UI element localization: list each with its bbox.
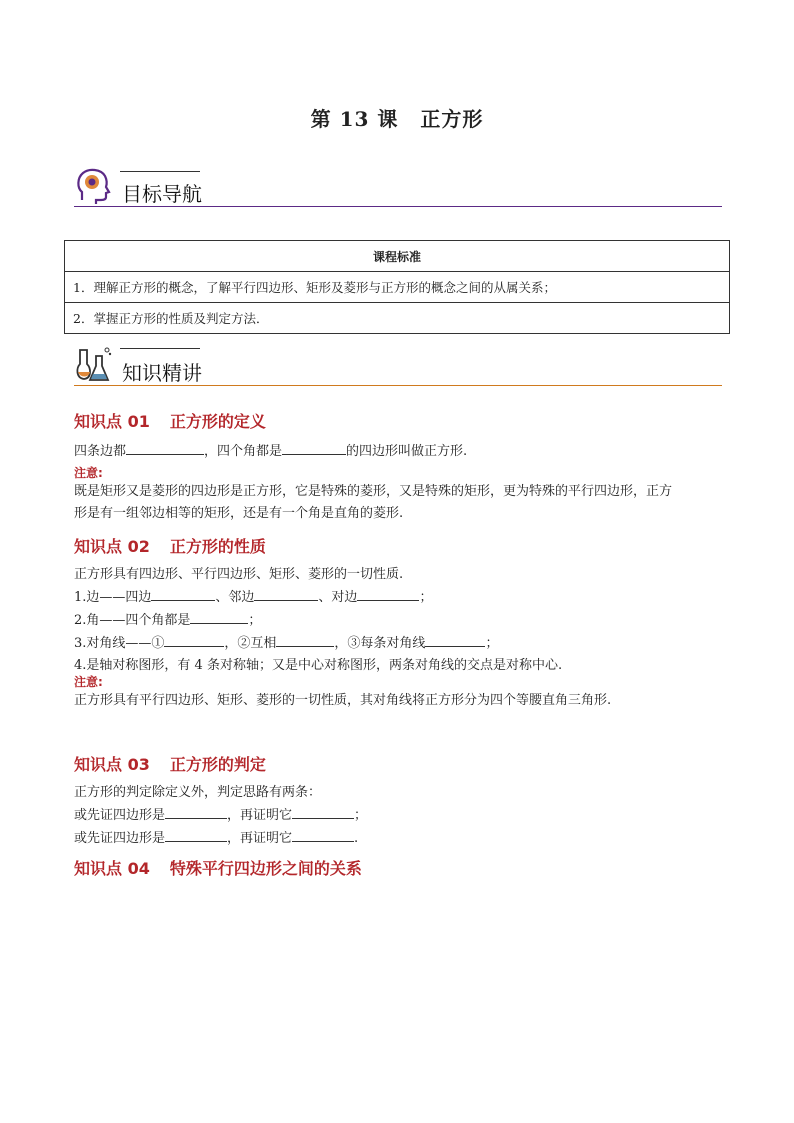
- section-knowledge-header: [74, 344, 724, 388]
- kp1-note: [74, 481, 734, 525]
- blank: [126, 440, 204, 455]
- blank: [151, 586, 215, 601]
- brain-head-icon: [74, 166, 114, 206]
- kp3-title: [74, 752, 266, 775]
- kp4-name: 特殊平行四边形之间的关系: [169, 859, 362, 878]
- kp2-note-label: 注意:: [74, 675, 103, 689]
- kp4-number: 知识点 04: [74, 859, 150, 878]
- kp2-l1-a: 1.边——四边: [74, 590, 152, 605]
- blank: [292, 804, 354, 819]
- kp2-line2: [74, 609, 734, 632]
- kp2-name: 正方形的性质: [169, 537, 266, 556]
- kp3-body: [74, 782, 734, 850]
- kp2-body: [74, 564, 734, 677]
- kp2-l1-b: 、邻边: [215, 590, 255, 605]
- kp3-line2: [74, 827, 734, 850]
- kp2-l3-c: ，③每条对角线: [334, 636, 426, 651]
- kp1-note-label: 注意:: [74, 466, 103, 480]
- blank: [190, 609, 248, 624]
- goal-bottom-rule: [74, 206, 722, 207]
- standards-header: 课程标准: [65, 241, 730, 272]
- kp3-l1-c: ；: [354, 808, 368, 823]
- kp1-text-c: 的四边形叫做正方形.: [346, 444, 468, 459]
- standards-row-2: 2．掌握正方形的性质及判定方法．: [65, 303, 730, 334]
- knowledge-bottom-rule: [74, 385, 722, 386]
- standards-row-1: 1．理解正方形的概念，了解平行四边形、矩形及菱形与正方形的概念之间的从属关系；: [65, 272, 730, 303]
- standards-table: [64, 240, 730, 334]
- kp2-intro: 正方形具有四边形、平行四边形、矩形、菱形的一切性质.: [74, 567, 404, 582]
- kp3-l2-b: ，再证明它: [227, 831, 293, 846]
- kp3-l2-a: 或先证四边形是: [74, 831, 166, 846]
- blank: [276, 632, 334, 647]
- kp3-name: 正方形的判定: [169, 755, 266, 774]
- page-title: [0, 103, 794, 132]
- kp1-title: [74, 409, 266, 432]
- lesson-number: 第 13 课: [310, 107, 399, 131]
- blank: [165, 804, 227, 819]
- kp1-text-b: ，四个角都是: [204, 444, 283, 459]
- lesson-topic: 正方形: [420, 107, 484, 131]
- blank: [357, 586, 419, 601]
- kp2-l2-a: 2.角——四个角都是: [74, 613, 191, 628]
- kp2-l1-c: 、对边: [318, 590, 358, 605]
- flask-icon: [74, 344, 114, 384]
- kp1-note-line1: 既是矩形又是菱形的四边形是正方形，它是特殊的菱形，又是特殊的矩形，更为特殊的平行四边形，正方: [74, 484, 673, 499]
- section-knowledge-label: 知识精讲: [122, 361, 202, 385]
- kp1-number: 知识点 01: [74, 412, 150, 431]
- knowledge-top-rule: [120, 348, 200, 349]
- kp2-title: [74, 534, 266, 557]
- kp3-l1-a: 或先证四边形是: [74, 808, 166, 823]
- section-goal-label: 目标导航: [122, 182, 202, 206]
- kp3-line1: [74, 804, 734, 827]
- kp3-number: 知识点 03: [74, 755, 150, 774]
- blank: [425, 632, 485, 647]
- blank: [254, 586, 318, 601]
- blank: [292, 827, 354, 842]
- kp2-l2-b: ；: [248, 613, 262, 628]
- kp2-line3: [74, 632, 734, 655]
- goal-top-rule: [120, 171, 200, 172]
- section-goal-header: [74, 166, 724, 210]
- kp1-name: 正方形的定义: [169, 412, 266, 431]
- kp3-l2-c: .: [354, 831, 359, 846]
- blank: [282, 440, 346, 455]
- kp4-title: [74, 856, 362, 879]
- kp2-l3-a: 3.对角线——①: [74, 636, 165, 651]
- kp2-l3-b: ，②互相: [224, 636, 277, 651]
- kp2-note: 正方形具有平行四边形、矩形、菱形的一切性质，其对角线将正方形分为四个等腰直角三角形.: [74, 693, 612, 708]
- kp1-note-line2: 形是有一组邻边相等的矩形，还是有一个角是直角的菱形.: [74, 506, 404, 521]
- kp3-l1-b: ，再证明它: [227, 808, 293, 823]
- blank: [164, 632, 224, 647]
- kp2-line4: 4.是轴对称图形，有 4 条对称轴；又是中心对称图形，两条对角线的交点是对称中心.: [74, 658, 563, 673]
- kp2-l3-d: ；: [485, 636, 499, 651]
- kp2-l1-d: ；: [419, 590, 433, 605]
- kp2-line1: [74, 586, 734, 609]
- kp2-number: 知识点 02: [74, 537, 150, 556]
- blank: [165, 827, 227, 842]
- kp1-text-a: 四条边都: [74, 444, 127, 459]
- kp1-definition: [74, 440, 467, 463]
- kp3-intro: 正方形的判定除定义外，判定思路有两条：: [74, 785, 322, 800]
